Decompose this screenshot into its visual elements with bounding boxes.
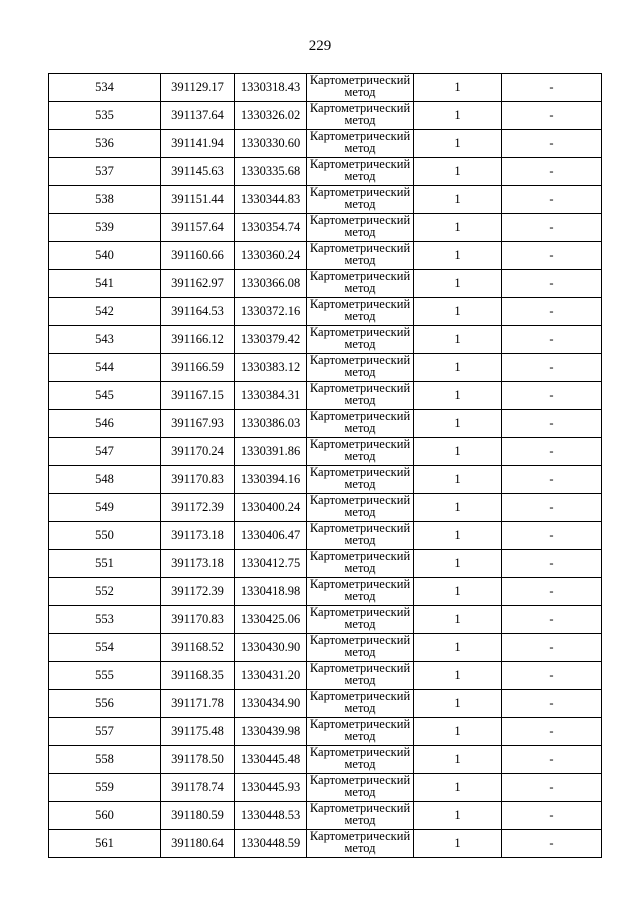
y-coordinate-cell: 1330406.47 <box>235 522 307 550</box>
y-coordinate-cell: 1330394.16 <box>235 466 307 494</box>
table-row <box>49 242 602 270</box>
table-row <box>49 270 602 298</box>
method-line-1: Картометрический <box>309 773 411 787</box>
y-coordinate-cell: 1330384.31 <box>235 382 307 410</box>
note-cell: - <box>502 186 602 214</box>
method-line-1: Картометрический <box>309 297 411 311</box>
method-line-2: метод <box>344 196 376 211</box>
accuracy-cell: 1 <box>414 774 502 802</box>
y-coordinate-cell: 1330418.98 <box>235 578 307 606</box>
table-row <box>49 298 602 326</box>
method-cell <box>307 214 414 242</box>
method-line-2: метод <box>344 728 376 743</box>
x-coordinate-cell: 391171.78 <box>161 690 235 718</box>
method-cell <box>307 102 414 130</box>
x-coordinate-cell: 391170.83 <box>161 606 235 634</box>
y-coordinate-cell: 1330391.86 <box>235 438 307 466</box>
point-number-cell: 548 <box>49 466 161 494</box>
method-cell <box>307 690 414 718</box>
x-coordinate-cell: 391141.94 <box>161 130 235 158</box>
method-line-2: метод <box>344 532 376 547</box>
method-cell <box>307 270 414 298</box>
method-line-1: Картометрический <box>309 101 411 115</box>
table-row <box>49 634 602 662</box>
method-line-1: Картометрический <box>309 213 411 227</box>
accuracy-cell: 1 <box>414 438 502 466</box>
method-cell <box>307 634 414 662</box>
point-number-cell: 541 <box>49 270 161 298</box>
method-cell <box>307 382 414 410</box>
point-number-cell: 559 <box>49 774 161 802</box>
table-body <box>49 74 602 858</box>
method-line-2: метод <box>344 504 376 519</box>
x-coordinate-cell: 391180.64 <box>161 830 235 858</box>
table-row <box>49 718 602 746</box>
y-coordinate-cell: 1330326.02 <box>235 102 307 130</box>
table-row <box>49 74 602 102</box>
method-line-1: Картометрический <box>309 493 411 507</box>
x-coordinate-cell: 391172.39 <box>161 494 235 522</box>
note-cell: - <box>502 466 602 494</box>
x-coordinate-cell: 391173.18 <box>161 550 235 578</box>
method-cell <box>307 550 414 578</box>
method-line-1: Картометрический <box>309 745 411 759</box>
y-coordinate-cell: 1330431.20 <box>235 662 307 690</box>
method-line-2: метод <box>344 448 376 463</box>
note-cell: - <box>502 326 602 354</box>
table-row <box>49 746 602 774</box>
method-line-2: метод <box>344 280 376 295</box>
x-coordinate-cell: 391137.64 <box>161 102 235 130</box>
method-cell <box>307 158 414 186</box>
note-cell: - <box>502 494 602 522</box>
accuracy-cell: 1 <box>414 746 502 774</box>
note-cell: - <box>502 130 602 158</box>
note-cell: - <box>502 158 602 186</box>
table-row <box>49 186 602 214</box>
method-cell <box>307 438 414 466</box>
accuracy-cell: 1 <box>414 802 502 830</box>
x-coordinate-cell: 391145.63 <box>161 158 235 186</box>
table-row <box>49 774 602 802</box>
x-coordinate-cell: 391166.12 <box>161 326 235 354</box>
accuracy-cell: 1 <box>414 382 502 410</box>
note-cell: - <box>502 410 602 438</box>
x-coordinate-cell: 391168.35 <box>161 662 235 690</box>
method-line-2: метод <box>344 308 376 323</box>
y-coordinate-cell: 1330330.60 <box>235 130 307 158</box>
table-row <box>49 158 602 186</box>
note-cell: - <box>502 298 602 326</box>
accuracy-cell: 1 <box>414 102 502 130</box>
method-line-2: метод <box>344 784 376 799</box>
table-row <box>49 466 602 494</box>
table-row <box>49 438 602 466</box>
point-number-cell: 534 <box>49 74 161 102</box>
method-line-2: метод <box>344 616 376 631</box>
accuracy-cell: 1 <box>414 466 502 494</box>
method-line-2: метод <box>344 420 376 435</box>
x-coordinate-cell: 391170.24 <box>161 438 235 466</box>
table-row <box>49 662 602 690</box>
accuracy-cell: 1 <box>414 270 502 298</box>
table-row <box>49 606 602 634</box>
method-cell <box>307 746 414 774</box>
method-cell <box>307 326 414 354</box>
table-row <box>49 522 602 550</box>
point-number-cell: 551 <box>49 550 161 578</box>
accuracy-cell: 1 <box>414 550 502 578</box>
note-cell: - <box>502 634 602 662</box>
note-cell: - <box>502 774 602 802</box>
accuracy-cell: 1 <box>414 410 502 438</box>
accuracy-cell: 1 <box>414 634 502 662</box>
point-number-cell: 561 <box>49 830 161 858</box>
x-coordinate-cell: 391129.17 <box>161 74 235 102</box>
x-coordinate-cell: 391173.18 <box>161 522 235 550</box>
note-cell: - <box>502 578 602 606</box>
x-coordinate-cell: 391178.50 <box>161 746 235 774</box>
point-number-cell: 552 <box>49 578 161 606</box>
x-coordinate-cell: 391162.97 <box>161 270 235 298</box>
page-number: 229 <box>308 38 332 54</box>
y-coordinate-cell: 1330412.75 <box>235 550 307 578</box>
y-coordinate-cell: 1330379.42 <box>235 326 307 354</box>
point-number-cell: 540 <box>49 242 161 270</box>
method-line-1: Картометрический <box>309 381 411 395</box>
note-cell: - <box>502 606 602 634</box>
table-row <box>49 326 602 354</box>
note-cell: - <box>502 662 602 690</box>
y-coordinate-cell: 1330448.59 <box>235 830 307 858</box>
y-coordinate-cell: 1330344.83 <box>235 186 307 214</box>
table-row <box>49 130 602 158</box>
note-cell: - <box>502 690 602 718</box>
y-coordinate-cell: 1330425.06 <box>235 606 307 634</box>
method-line-2: метод <box>344 140 376 155</box>
method-line-1: Картометрический <box>309 549 411 563</box>
point-number-cell: 544 <box>49 354 161 382</box>
method-line-1: Картометрический <box>309 185 411 199</box>
x-coordinate-cell: 391175.48 <box>161 718 235 746</box>
table-row <box>49 550 602 578</box>
x-coordinate-cell: 391166.59 <box>161 354 235 382</box>
table-row <box>49 494 602 522</box>
table-row <box>49 690 602 718</box>
y-coordinate-cell: 1330360.24 <box>235 242 307 270</box>
point-number-cell: 557 <box>49 718 161 746</box>
method-line-2: метод <box>344 112 376 127</box>
accuracy-cell: 1 <box>414 494 502 522</box>
method-line-2: метод <box>344 168 376 183</box>
method-line-1: Картометрический <box>309 353 411 367</box>
method-line-1: Картометрический <box>309 269 411 283</box>
method-cell <box>307 522 414 550</box>
method-line-2: метод <box>344 224 376 239</box>
method-line-2: метод <box>344 364 376 379</box>
accuracy-cell: 1 <box>414 662 502 690</box>
point-number-cell: 546 <box>49 410 161 438</box>
method-line-1: Картометрический <box>309 717 411 731</box>
y-coordinate-cell: 1330400.24 <box>235 494 307 522</box>
accuracy-cell: 1 <box>414 326 502 354</box>
method-line-2: метод <box>344 84 376 99</box>
point-number-cell: 543 <box>49 326 161 354</box>
y-coordinate-cell: 1330445.48 <box>235 746 307 774</box>
method-line-2: метод <box>344 756 376 771</box>
note-cell: - <box>502 830 602 858</box>
point-number-cell: 549 <box>49 494 161 522</box>
x-coordinate-cell: 391172.39 <box>161 578 235 606</box>
method-line-2: метод <box>344 560 376 575</box>
point-number-cell: 545 <box>49 382 161 410</box>
x-coordinate-cell: 391180.59 <box>161 802 235 830</box>
point-number-cell: 535 <box>49 102 161 130</box>
method-line-1: Картометрический <box>309 577 411 591</box>
note-cell: - <box>502 438 602 466</box>
method-line-1: Картометрический <box>309 325 411 339</box>
method-cell <box>307 298 414 326</box>
method-line-1: Картометрический <box>309 409 411 423</box>
table-row <box>49 102 602 130</box>
method-line-1: Картометрический <box>309 829 411 843</box>
note-cell: - <box>502 242 602 270</box>
method-cell <box>307 578 414 606</box>
table-row <box>49 354 602 382</box>
point-number-cell: 560 <box>49 802 161 830</box>
accuracy-cell: 1 <box>414 214 502 242</box>
method-line-1: Картометрический <box>309 661 411 675</box>
accuracy-cell: 1 <box>414 130 502 158</box>
method-cell <box>307 130 414 158</box>
method-cell <box>307 466 414 494</box>
y-coordinate-cell: 1330354.74 <box>235 214 307 242</box>
note-cell: - <box>502 354 602 382</box>
note-cell: - <box>502 74 602 102</box>
method-line-2: метод <box>344 476 376 491</box>
method-line-1: Картометрический <box>309 801 411 815</box>
method-line-1: Картометрический <box>309 689 411 703</box>
method-cell <box>307 802 414 830</box>
note-cell: - <box>502 550 602 578</box>
x-coordinate-cell: 391167.93 <box>161 410 235 438</box>
coordinates-table <box>48 73 602 858</box>
note-cell: - <box>502 102 602 130</box>
y-coordinate-cell: 1330434.90 <box>235 690 307 718</box>
point-number-cell: 556 <box>49 690 161 718</box>
y-coordinate-cell: 1330430.90 <box>235 634 307 662</box>
accuracy-cell: 1 <box>414 830 502 858</box>
method-line-2: метод <box>344 840 376 855</box>
method-line-1: Картометрический <box>309 157 411 171</box>
note-cell: - <box>502 802 602 830</box>
point-number-cell: 550 <box>49 522 161 550</box>
method-cell <box>307 606 414 634</box>
point-number-cell: 539 <box>49 214 161 242</box>
accuracy-cell: 1 <box>414 298 502 326</box>
y-coordinate-cell: 1330366.08 <box>235 270 307 298</box>
y-coordinate-cell: 1330448.53 <box>235 802 307 830</box>
method-line-1: Картометрический <box>309 521 411 535</box>
table-row <box>49 214 602 242</box>
x-coordinate-cell: 391170.83 <box>161 466 235 494</box>
table-row <box>49 830 602 858</box>
accuracy-cell: 1 <box>414 690 502 718</box>
x-coordinate-cell: 391160.66 <box>161 242 235 270</box>
y-coordinate-cell: 1330372.16 <box>235 298 307 326</box>
x-coordinate-cell: 391151.44 <box>161 186 235 214</box>
method-line-2: метод <box>344 672 376 687</box>
method-cell <box>307 774 414 802</box>
method-line-2: метод <box>344 588 376 603</box>
y-coordinate-cell: 1330439.98 <box>235 718 307 746</box>
note-cell: - <box>502 718 602 746</box>
accuracy-cell: 1 <box>414 354 502 382</box>
accuracy-cell: 1 <box>414 158 502 186</box>
table-row <box>49 410 602 438</box>
table-row <box>49 578 602 606</box>
method-cell <box>307 830 414 858</box>
x-coordinate-cell: 391164.53 <box>161 298 235 326</box>
x-coordinate-cell: 391167.15 <box>161 382 235 410</box>
note-cell: - <box>502 382 602 410</box>
accuracy-cell: 1 <box>414 186 502 214</box>
method-line-1: Картометрический <box>309 633 411 647</box>
point-number-cell: 558 <box>49 746 161 774</box>
accuracy-cell: 1 <box>414 606 502 634</box>
method-line-1: Картометрический <box>309 73 411 87</box>
note-cell: - <box>502 270 602 298</box>
method-line-2: метод <box>344 700 376 715</box>
method-line-1: Картометрический <box>309 465 411 479</box>
method-line-1: Картометрический <box>309 605 411 619</box>
method-cell <box>307 718 414 746</box>
method-line-1: Картометрический <box>309 437 411 451</box>
point-number-cell: 538 <box>49 186 161 214</box>
note-cell: - <box>502 522 602 550</box>
method-cell <box>307 662 414 690</box>
method-line-2: метод <box>344 812 376 827</box>
x-coordinate-cell: 391157.64 <box>161 214 235 242</box>
method-cell <box>307 74 414 102</box>
note-cell: - <box>502 746 602 774</box>
y-coordinate-cell: 1330383.12 <box>235 354 307 382</box>
table-row <box>49 802 602 830</box>
method-line-2: метод <box>344 252 376 267</box>
point-number-cell: 547 <box>49 438 161 466</box>
method-line-1: Картометрический <box>309 129 411 143</box>
y-coordinate-cell: 1330335.68 <box>235 158 307 186</box>
y-coordinate-cell: 1330318.43 <box>235 74 307 102</box>
method-line-1: Картометрический <box>309 241 411 255</box>
method-cell <box>307 242 414 270</box>
accuracy-cell: 1 <box>414 718 502 746</box>
method-cell <box>307 354 414 382</box>
accuracy-cell: 1 <box>414 522 502 550</box>
point-number-cell: 555 <box>49 662 161 690</box>
note-cell: - <box>502 214 602 242</box>
accuracy-cell: 1 <box>414 578 502 606</box>
method-cell <box>307 494 414 522</box>
point-number-cell: 537 <box>49 158 161 186</box>
method-line-2: метод <box>344 336 376 351</box>
y-coordinate-cell: 1330445.93 <box>235 774 307 802</box>
x-coordinate-cell: 391168.52 <box>161 634 235 662</box>
method-cell <box>307 186 414 214</box>
y-coordinate-cell: 1330386.03 <box>235 410 307 438</box>
table-row <box>49 382 602 410</box>
method-cell <box>307 410 414 438</box>
x-coordinate-cell: 391178.74 <box>161 774 235 802</box>
accuracy-cell: 1 <box>414 74 502 102</box>
point-number-cell: 542 <box>49 298 161 326</box>
point-number-cell: 554 <box>49 634 161 662</box>
accuracy-cell: 1 <box>414 242 502 270</box>
point-number-cell: 536 <box>49 130 161 158</box>
point-number-cell: 553 <box>49 606 161 634</box>
method-line-2: метод <box>344 392 376 407</box>
method-line-2: метод <box>344 644 376 659</box>
